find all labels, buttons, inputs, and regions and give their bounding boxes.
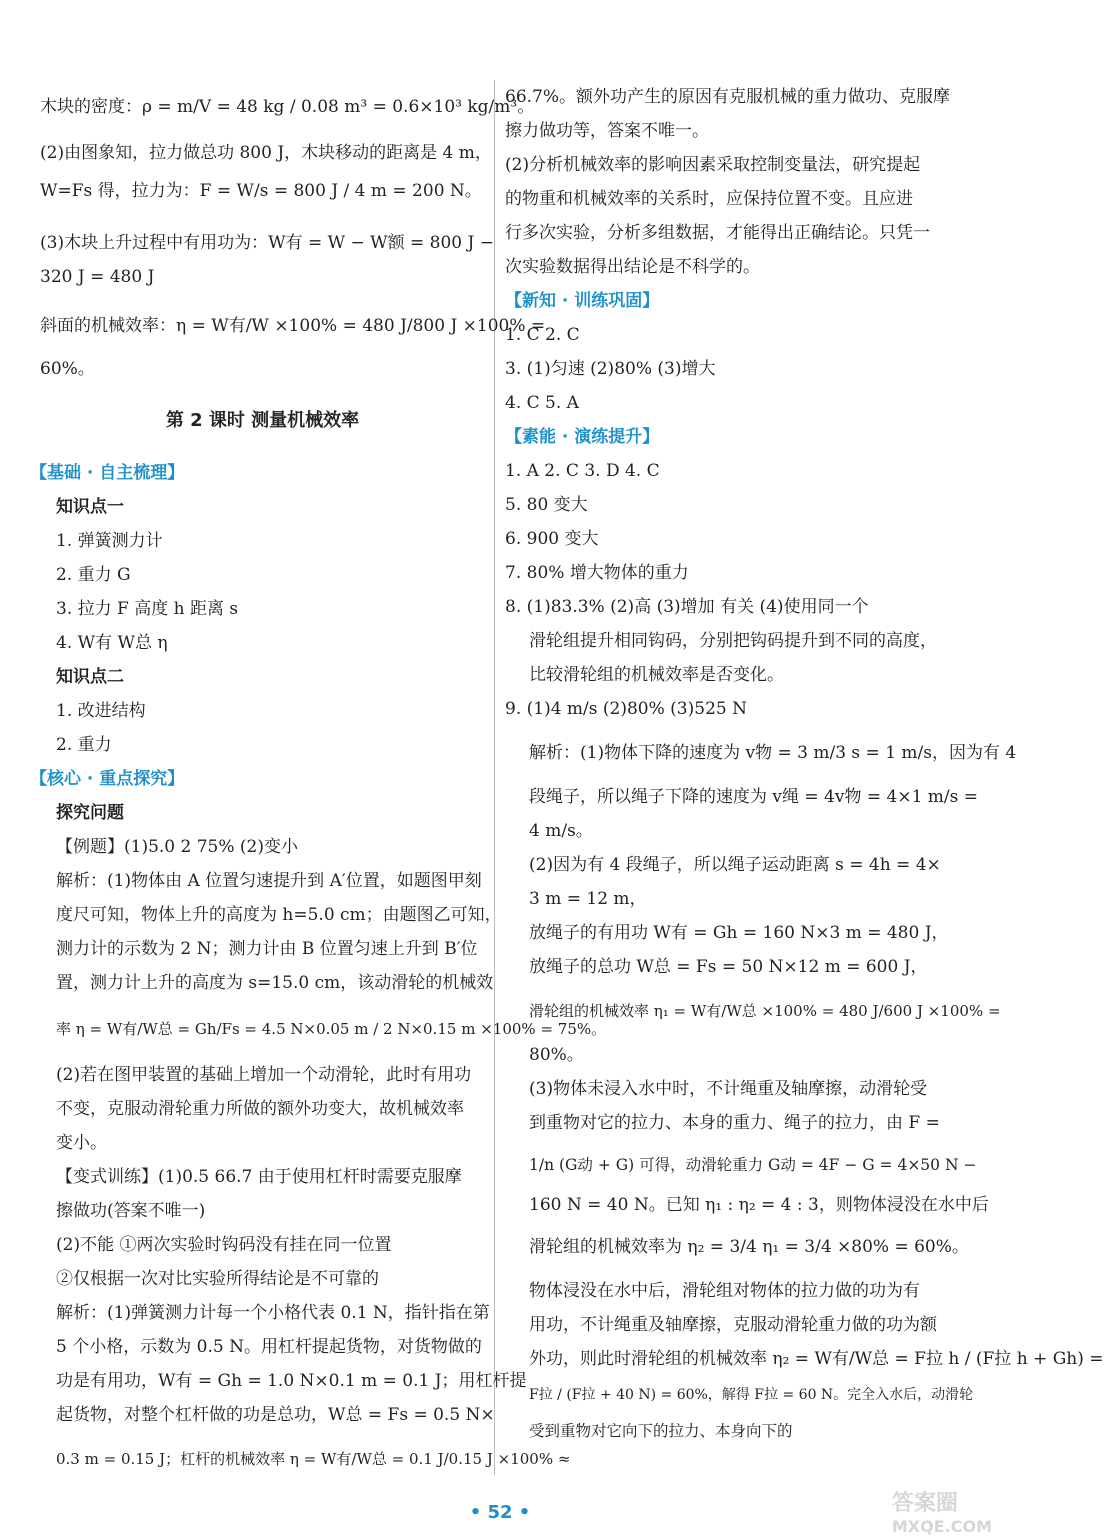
text-line: 1/n (G动 + G) 可得，动滑轮重力 G动 = 4F − G = 4×50 N − — [529, 1156, 977, 1174]
text-line: 320 J = 480 J — [40, 267, 155, 287]
text-line: (2)由图象知，拉力做总功 800 J，木块移动的距离是 4 m， — [40, 143, 492, 163]
text-line: 60%。 — [40, 359, 95, 379]
text-line: (2)不能 ①两次实验时钩码没有挂在同一位置 — [56, 1235, 392, 1255]
text-line: 【例题】(1)5.0 2 75% (2)变小 — [56, 837, 299, 857]
text-line: 160 N = 40 N。已知 η₁ : η₂ = 4 : 3，则物体浸没在水中后 — [529, 1195, 989, 1215]
text-line: (3)物体未浸入水中时，不计绳重及轴摩擦，动滑轮受 — [529, 1079, 928, 1099]
text-line: 置，测力计上升的高度为 s=15.0 cm，该动滑轮的机械效 — [56, 973, 494, 993]
text-line: F拉 / (F拉 + 40 N) = 60%，解得 F拉 = 60 N。完全入水后，动滑轮 — [529, 1387, 974, 1403]
text-line: W=Fs 得，拉力为：F = W/s = 800 J / 4 m = 200 N。 — [40, 181, 482, 201]
text-line: (2)因为有 4 段绳子，所以绳子运动距离 s = 4h = 4× — [529, 855, 941, 875]
text-line: ②仅根据一次对比实验所得结论是不可靠的 — [56, 1269, 379, 1289]
text-line: 擦做功(答案不唯一) — [56, 1201, 206, 1221]
text-line: 到重物对它的拉力、本身的重力、绳子的拉力，由 F = — [529, 1113, 940, 1133]
text-line: 4 m/s。 — [529, 821, 593, 841]
text-line: 测力计的示数为 2 N；测力计由 B 位置匀速上升到 B′位 — [56, 939, 478, 959]
text-line: 5. 80 变大 — [505, 495, 588, 515]
text-line: 功是有用功，W有 = Gh = 1.0 N×0.1 m = 0.1 J；用杠杆提 — [56, 1371, 527, 1391]
text-line: 9. (1)4 m/s (2)80% (3)525 N — [505, 699, 747, 719]
text-line: 2. 重力 — [56, 735, 112, 755]
text-line: 段绳子，所以绳子下降的速度为 v绳 = 4v物 = 4×1 m/s = — [529, 787, 979, 807]
text-line: 滑轮组提升相同钩码，分别把钩码提升到不同的高度， — [529, 631, 937, 651]
text-line: 物体浸没在水中后，滑轮组对物体的拉力做的功为有 — [529, 1281, 920, 1301]
text-line: 1. 弹簧测力计 — [56, 531, 163, 551]
text-line: 5 个小格，示数为 0.5 N。用杠杆提起货物，对货物做的 — [56, 1337, 482, 1357]
subheading: 知识点二 — [56, 667, 124, 687]
text-line: 滑轮组的机械效率为 η₂ = 3/4 η₁ = 3/4 ×80% = 60%。 — [529, 1237, 969, 1257]
text-line: 放绳子的总功 W总 = Fs = 50 N×12 m = 600 J， — [529, 957, 928, 977]
text-line: 1. 改进结构 — [56, 701, 146, 721]
text-line: 1. A 2. C 3. D 4. C — [505, 461, 660, 481]
text-line: 次实验数据得出结论是不科学的。 — [505, 257, 760, 277]
column-divider — [494, 80, 495, 1475]
section-heading: 【核心 · 重点探究】 — [30, 769, 185, 789]
text-line: 起货物，对整个杠杆做的功是总功，W总 = Fs = 0.5 N× — [56, 1405, 495, 1425]
text-line: 率 η = W有/W总 = Gh/Fs = 4.5 N×0.05 m / 2 N×0.15 m ×100% = 75%。 — [56, 1020, 607, 1038]
subheading: 知识点一 — [56, 497, 124, 517]
text-line: 3 m = 12 m， — [529, 889, 647, 909]
text-line: (3)木块上升过程中有用功为：W有 = W − W额 = 800 J − — [40, 233, 494, 253]
text-line: 66.7%。额外功产生的原因有克服机械的重力做功、克服摩 — [505, 87, 951, 107]
text-line: 受到重物对它向下的拉力、本身向下的 — [529, 1422, 793, 1440]
text-line: (2)若在图甲装置的基础上增加一个动滑轮，此时有用功 — [56, 1065, 472, 1085]
text-line: 外功，则此时滑轮组的机械效率 η₂ = W有/W总 = F拉 h / (F拉 h + Gh) = — [529, 1349, 1104, 1369]
watermark-logo: 答案圈 MXQE.COM — [891, 1491, 992, 1536]
page-number: • 52 • — [469, 1502, 531, 1523]
section-heading: 【新知 · 训练巩固】 — [505, 291, 660, 311]
text-line: 不变，克服动滑轮重力所做的额外功变大，故机械效率 — [56, 1099, 464, 1119]
text-line: 7. 80% 增大物体的重力 — [505, 563, 689, 583]
text-line: 80%。 — [529, 1045, 584, 1065]
lesson-title: 第 2 课时 测量机械效率 — [165, 410, 360, 431]
text-line: 放绳子的有用功 W有 = Gh = 160 N×3 m = 480 J， — [529, 923, 949, 943]
subheading: 探究问题 — [56, 803, 124, 823]
text-line: 3. 拉力 F 高度 h 距离 s — [56, 599, 239, 619]
text-line: 解析：(1)物体由 A 位置匀速提升到 A′位置，如题图甲刻 — [56, 871, 482, 891]
text-line: 3. (1)匀速 (2)80% (3)增大 — [505, 359, 716, 379]
text-line: 解析：(1)弹簧测力计每一个小格代表 0.1 N，指针指在第 — [56, 1303, 490, 1323]
text-line: 8. (1)83.3% (2)高 (3)增加 有关 (4)使用同一个 — [505, 597, 869, 617]
text-line: 【变式训练】(1)0.5 66.7 由于使用杠杆时需要克服摩 — [56, 1167, 462, 1187]
text-line: 斜面的机械效率：η = W有/W ×100% = 480 J/800 J ×100% = — [40, 316, 546, 336]
text-line: 的物重和机械效率的关系时，应保持位置不变。且应进 — [505, 189, 913, 209]
text-line: 比较滑轮组的机械效率是否变化。 — [529, 665, 784, 685]
text-line: 行多次实验，分析多组数据，才能得出正确结论。只凭一 — [505, 223, 930, 243]
text-line: 2. 重力 G — [56, 565, 131, 585]
text-line: 4. W有 W总 η — [56, 633, 168, 653]
section-heading: 【基础 · 自主梳理】 — [30, 463, 185, 483]
text-line: 变小。 — [56, 1133, 107, 1153]
text-line: 滑轮组的机械效率 η₁ = W有/W总 ×100% = 480 J/600 J ×100% = — [529, 1002, 1001, 1020]
text-line: 擦力做功等，答案不唯一。 — [505, 121, 709, 141]
section-heading: 【素能 · 演练提升】 — [505, 427, 660, 447]
text-line: 用功，不计绳重及轴摩擦，克服动滑轮重力做的功为额 — [529, 1315, 937, 1335]
text-line: 4. C 5. A — [505, 393, 579, 413]
text-line: 0.3 m = 0.15 J；杠杆的机械效率 η = W有/W总 = 0.1 J/0.15 J ×100% ≈ — [56, 1450, 571, 1468]
text-line: 度尺可知，物体上升的高度为 h=5.0 cm；由题图乙可知， — [56, 905, 502, 925]
text-line: 解析：(1)物体下降的速度为 v物 = 3 m/3 s = 1 m/s，因为有 4 — [529, 743, 1017, 763]
text-line: (2)分析机械效率的影响因素采取控制变量法，研究提起 — [505, 155, 921, 175]
text-line: 木块的密度：ρ = m/V = 48 kg / 0.08 m³ = 0.6×10³ kg/m³。 — [40, 97, 535, 117]
text-line: 6. 900 变大 — [505, 529, 599, 549]
text-line: 1. C 2. C — [505, 325, 580, 345]
